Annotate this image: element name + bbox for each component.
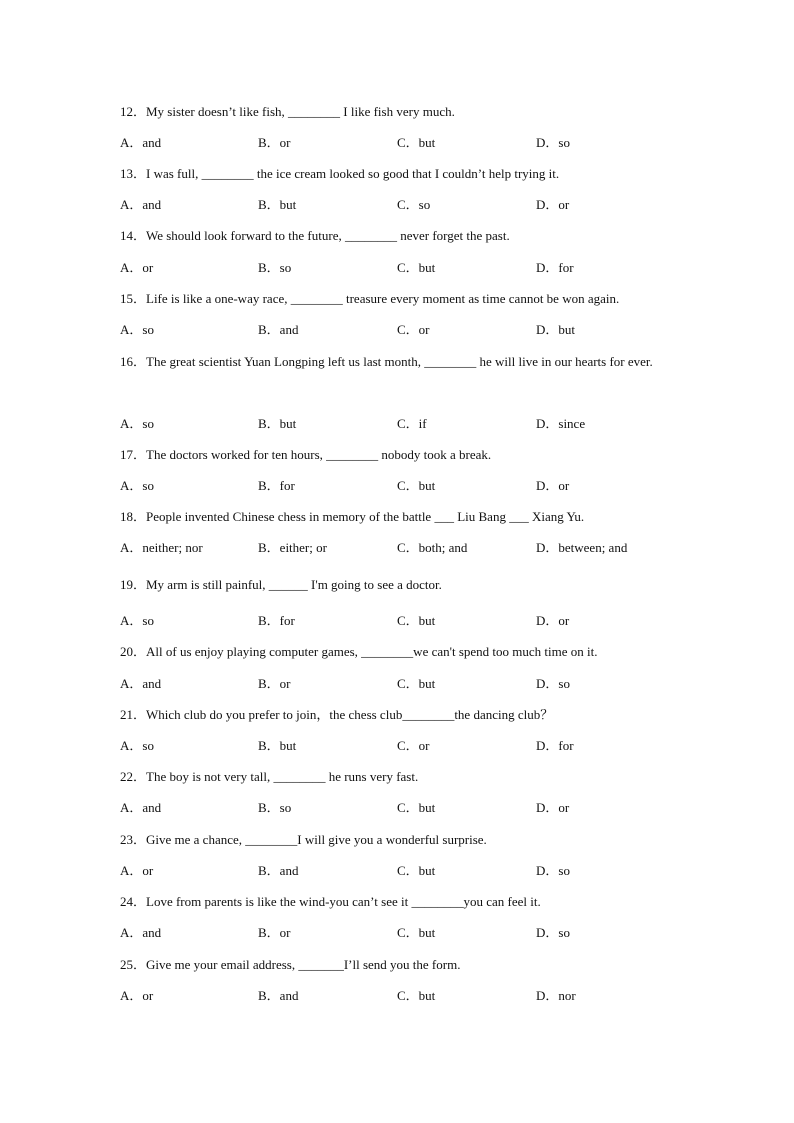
option-c: C．but (397, 135, 436, 150)
options-row-22 (120, 800, 680, 816)
option-b: B．either; or (258, 540, 327, 555)
question-23: 23．Give me a chance, ________I will give you a wonderful surprise. (120, 832, 487, 847)
option-b: B．so (258, 800, 292, 815)
option-b: B．for (258, 613, 295, 628)
options-row-25 (120, 988, 680, 1004)
option-a: A．and (120, 135, 162, 150)
option-d: D．nor (536, 988, 576, 1003)
option-a: A．so (120, 738, 154, 753)
option-a: A．so (120, 478, 154, 493)
option-d: D．between; and (536, 540, 628, 555)
option-c: C．or (397, 322, 430, 337)
option-c: C．but (397, 478, 436, 493)
options-row-12 (120, 135, 680, 151)
option-d: D．since (536, 416, 586, 431)
option-a: A．neither; nor (120, 540, 203, 555)
option-d: D．but (536, 322, 576, 337)
option-a: A．so (120, 613, 154, 628)
options-row-21 (120, 738, 680, 754)
option-b: B．but (258, 416, 297, 431)
option-c: C．so (397, 197, 431, 212)
question-21: 21．Which club do you prefer to join，the chess club________the dancing club？ (120, 707, 554, 722)
question-14: 14．We should look forward to the future, ________ never forget the past. (120, 228, 510, 243)
option-c: C．but (397, 260, 436, 275)
option-c: C．or (397, 738, 430, 753)
option-d: D．or (536, 478, 570, 493)
option-c: C．both; and (397, 540, 468, 555)
option-b: B．or (258, 676, 291, 691)
options-row-20 (120, 676, 680, 692)
option-d: D．for (536, 738, 574, 753)
option-d: D．so (536, 863, 570, 878)
option-b: B．so (258, 260, 292, 275)
options-row-17 (120, 478, 680, 494)
question-20: 20．All of us enjoy playing computer games, ________we can't spend too much time on it. (120, 644, 598, 659)
option-a: A．and (120, 197, 162, 212)
question-18: 18．People invented Chinese chess in memory of the battle ___ Liu Bang ___ Xiang Yu. (120, 509, 585, 524)
options-row-16 (120, 416, 680, 432)
option-b: B．for (258, 478, 295, 493)
question-13: 13．I was full, ________ the ice cream looked so good that I couldn’t help trying it. (120, 166, 560, 181)
options-row-24 (120, 925, 680, 941)
options-row-14 (120, 260, 680, 276)
question-16: 16．The great scientist Yuan Longping left us last month, ________ he will live in our hearts for ever. (120, 354, 653, 369)
option-b: B．and (258, 863, 299, 878)
option-c: C．but (397, 863, 436, 878)
question-15: 15．Life is like a one-way race, ________ treasure every moment as time cannot be won again. (120, 291, 620, 306)
option-a: A．or (120, 988, 154, 1003)
option-a: A．or (120, 260, 154, 275)
option-b: B．but (258, 197, 297, 212)
option-b: B．but (258, 738, 297, 753)
option-a: A．and (120, 925, 162, 940)
option-d: D．so (536, 135, 570, 150)
option-b: B．or (258, 925, 291, 940)
option-c: C．but (397, 676, 436, 691)
option-a: A．and (120, 800, 162, 815)
option-b: B．and (258, 322, 299, 337)
option-d: D．or (536, 800, 570, 815)
option-d: D．or (536, 197, 570, 212)
options-row-23 (120, 863, 680, 879)
option-d: D．or (536, 613, 570, 628)
option-a: A．and (120, 676, 162, 691)
option-d: D．so (536, 676, 570, 691)
options-row-18 (120, 540, 680, 556)
option-c: C．but (397, 925, 436, 940)
option-a: A．or (120, 863, 154, 878)
option-c: C．but (397, 800, 436, 815)
option-c: C．if (397, 416, 427, 431)
question-17: 17．The doctors worked for ten hours, ________ nobody took a break. (120, 447, 492, 462)
question-24: 24．Love from parents is like the wind-you can’t see it ________you can feel it. (120, 894, 541, 909)
question-12: 12．My sister doesn’t like fish, ________ I like fish very much. (120, 104, 455, 119)
options-row-15 (120, 322, 680, 338)
option-b: B．or (258, 135, 291, 150)
option-c: C．but (397, 988, 436, 1003)
option-d: D．so (536, 925, 570, 940)
question-19: 19．My arm is still painful, ______ I'm going to see a doctor. (120, 577, 442, 592)
option-a: A．so (120, 416, 154, 431)
option-c: C．but (397, 613, 436, 628)
options-row-13 (120, 197, 680, 213)
option-d: D．for (536, 260, 574, 275)
option-a: A．so (120, 322, 154, 337)
options-row-19 (120, 613, 680, 629)
question-25: 25．Give me your email address, _______I’ll send you the form. (120, 957, 461, 972)
question-22: 22．The boy is not very tall, ________ he runs very fast. (120, 769, 419, 784)
option-b: B．and (258, 988, 299, 1003)
